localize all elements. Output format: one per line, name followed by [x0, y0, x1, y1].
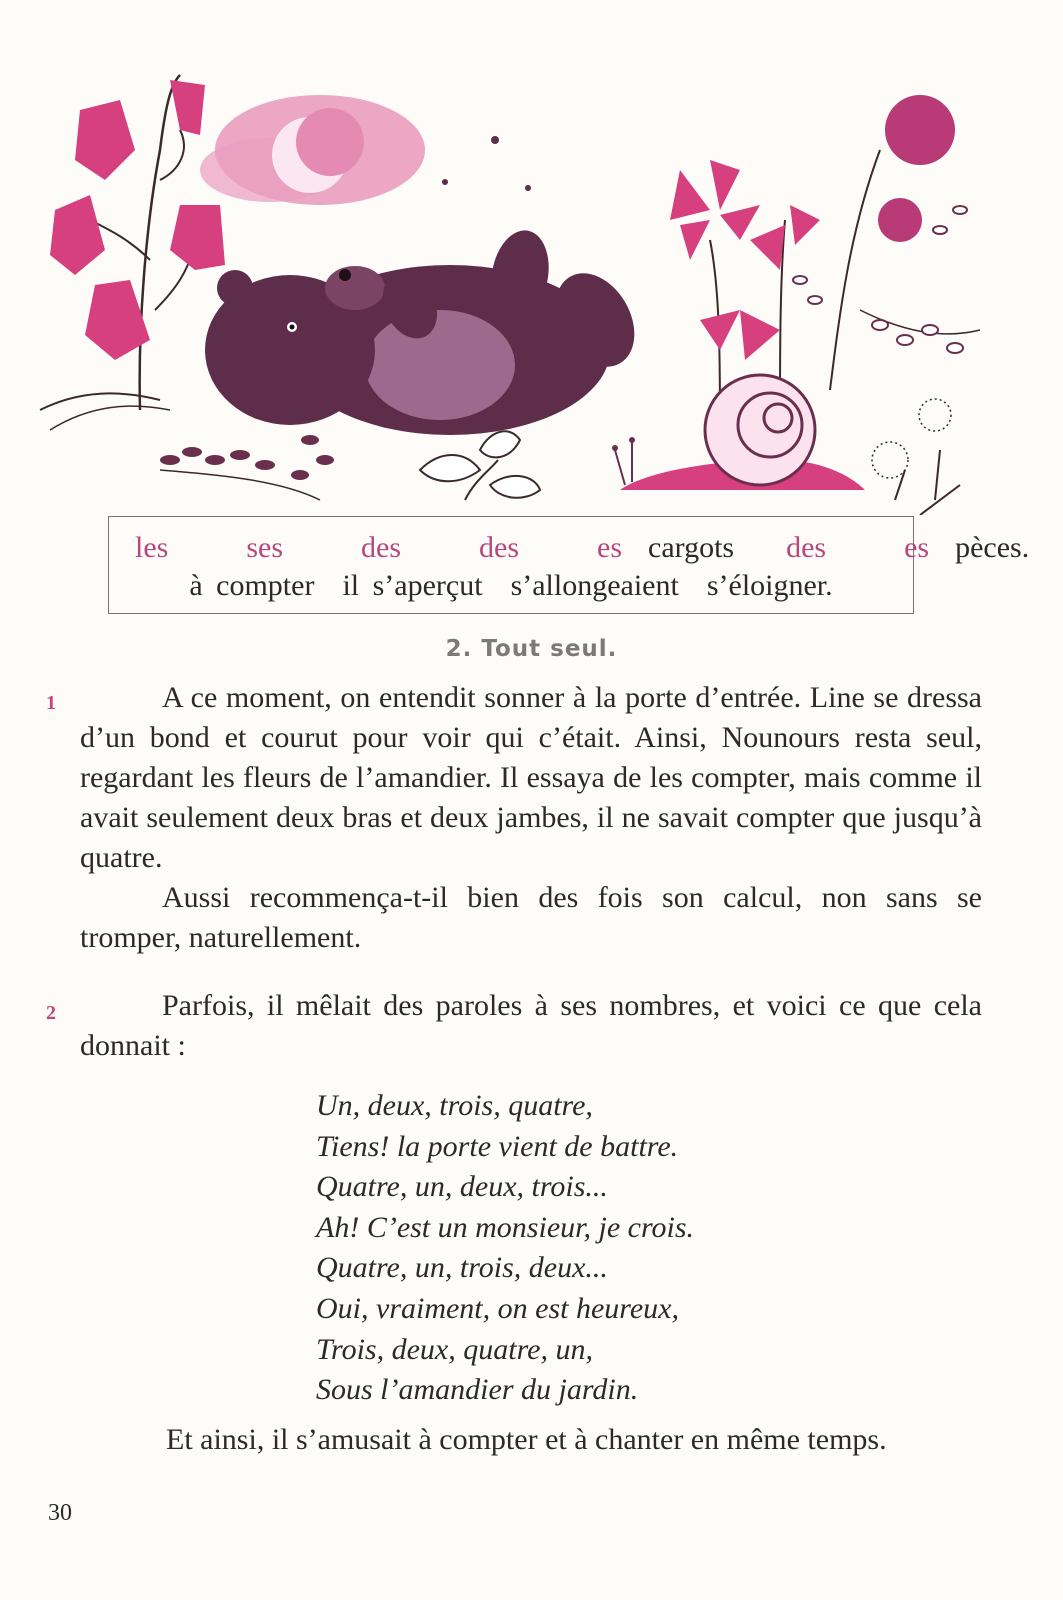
paragraph-2 [80, 986, 982, 1066]
vocab-word: les [135, 531, 169, 564]
vocab-word: s’allongeaient [510, 569, 679, 602]
paragraph-number: 1 [46, 692, 56, 714]
poem-line: Sous l’amandier du jardin. [316, 1373, 639, 1407]
paragraph-number: 2 [46, 1002, 56, 1024]
closing-sentence: Et ainsi, il s’amusait à compter et à chanter en même temps. [166, 1423, 887, 1456]
vocab-word: ses [246, 531, 283, 564]
leaf-sprig-icon [420, 431, 540, 500]
right-flowers-icon [670, 95, 980, 430]
paragraph-text: A ce moment, on entendit sonner à la porte d’entrée. Line se dressa d’un bond et courut pour voir qui c’était. Ainsi, Nounours resta seul, regardant les fleurs de l’amandier. Il essaya de les compter, mais comme il avait seulement deux bras et deux jambes, il ne savait compter que jusqu’à quatre. [80, 681, 982, 874]
poem [316, 1086, 694, 1411]
dandelions-icon [872, 399, 960, 515]
vocabulary-box [108, 516, 1030, 614]
vocab-word: à compter [189, 569, 315, 602]
paragraph-text: Aussi recommença-t-il bien des fois son calcul, non sans se tromper, naturellement. [80, 881, 982, 954]
snail-icon [612, 375, 865, 490]
poem-line: Un, deux, trois, quatre, [316, 1089, 593, 1122]
poem-line: Quatre, un, deux, trois... [316, 1170, 608, 1204]
paragraph-text: Parfois, il mêlait des paroles à ses nombres, et voici ce que cela donnait : [80, 989, 982, 1062]
vocabulary-row-1 [109, 529, 1030, 567]
poem-line: Trois, deux, quatre, un, [316, 1332, 593, 1366]
vocab-word: il s’aperçut [342, 569, 483, 602]
bear-icon [205, 226, 650, 435]
poem-line: Quatre, un, trois, deux... [316, 1251, 608, 1285]
moon-icon [200, 95, 425, 205]
vocab-word: s’éloigner. [706, 569, 833, 602]
vocab-word: es cargots [597, 531, 735, 564]
stars-icon [442, 136, 531, 191]
vocab-word: es pèces. [904, 531, 1030, 564]
vocabulary-row-2 [109, 567, 913, 605]
paragraph-1 [80, 678, 982, 958]
section-title: 2. Tout seul. [445, 636, 618, 662]
poem-line: Oui, vraiment, on est heureux, [316, 1291, 679, 1325]
bellflowers-icon [40, 75, 225, 430]
vocab-word: des [786, 531, 827, 564]
poem-line: Tiens! la porte vient de battre. [316, 1129, 679, 1163]
bear-illustration [20, 30, 1020, 515]
vocab-word: des [361, 531, 401, 564]
page-number: 30 [48, 1500, 72, 1526]
vocab-word: des [479, 531, 519, 564]
leaves-icon [160, 435, 334, 500]
poem-line: Ah! C’est un monsieur, je crois. [316, 1210, 695, 1244]
